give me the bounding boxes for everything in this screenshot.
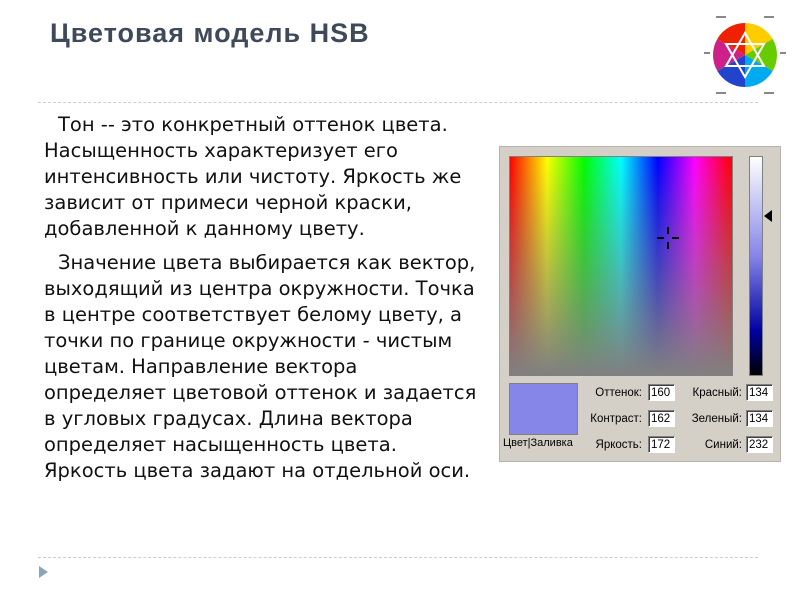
saturation-input[interactable]: 162	[648, 410, 675, 427]
slide-title: Цветовая модель HSB	[50, 18, 370, 48]
hue-saturation-spectrum[interactable]	[509, 156, 733, 376]
top-divider	[38, 102, 758, 103]
brightness-input[interactable]: 172	[648, 436, 675, 453]
green-input[interactable]: 134	[746, 410, 773, 427]
color-wheel-icon	[704, 14, 786, 96]
green-label: Зеленый:	[691, 413, 742, 425]
red-label: Красный:	[692, 387, 742, 399]
swatch-label: Цвет|Заливка	[503, 437, 573, 449]
paragraph-1: Тон -- это конкретный оттенок цвета. Насыщенность характеризует его интенсивность или чистоту. Яркость же зависит от примеси черной краски, добавленной к данному цвету.	[44, 113, 462, 240]
crosshair-icon[interactable]	[657, 227, 679, 249]
bottom-divider	[38, 557, 758, 558]
color-picker-panel	[499, 146, 781, 462]
triangle-bullet-icon	[39, 566, 48, 578]
blue-input[interactable]: 232	[746, 436, 773, 453]
hue-input[interactable]: 160	[648, 384, 675, 401]
color-preview-swatch	[509, 383, 578, 435]
body-text	[44, 112, 484, 492]
brightness-slider-arrow-icon[interactable]	[764, 210, 772, 222]
brightness-label: Яркость:	[595, 439, 642, 451]
brightness-slider[interactable]	[749, 156, 763, 376]
hue-label: Оттенок:	[595, 387, 642, 399]
saturation-label: Контраст:	[590, 413, 642, 425]
red-input[interactable]: 134	[746, 384, 773, 401]
blue-label: Синий:	[704, 439, 742, 451]
paragraph-2: Значение цвета выбирается как вектор, выходящий из центра окружности. Точка в центре соответствует белому цвету, а точки по границе окружности - чистым цветам. Направление вектора определяет цветовой оттенок и задается в угловых градусах. Длина вектора определяет насыщенность цвета. Яркость цвета задают на отдельной оси.	[44, 251, 477, 482]
